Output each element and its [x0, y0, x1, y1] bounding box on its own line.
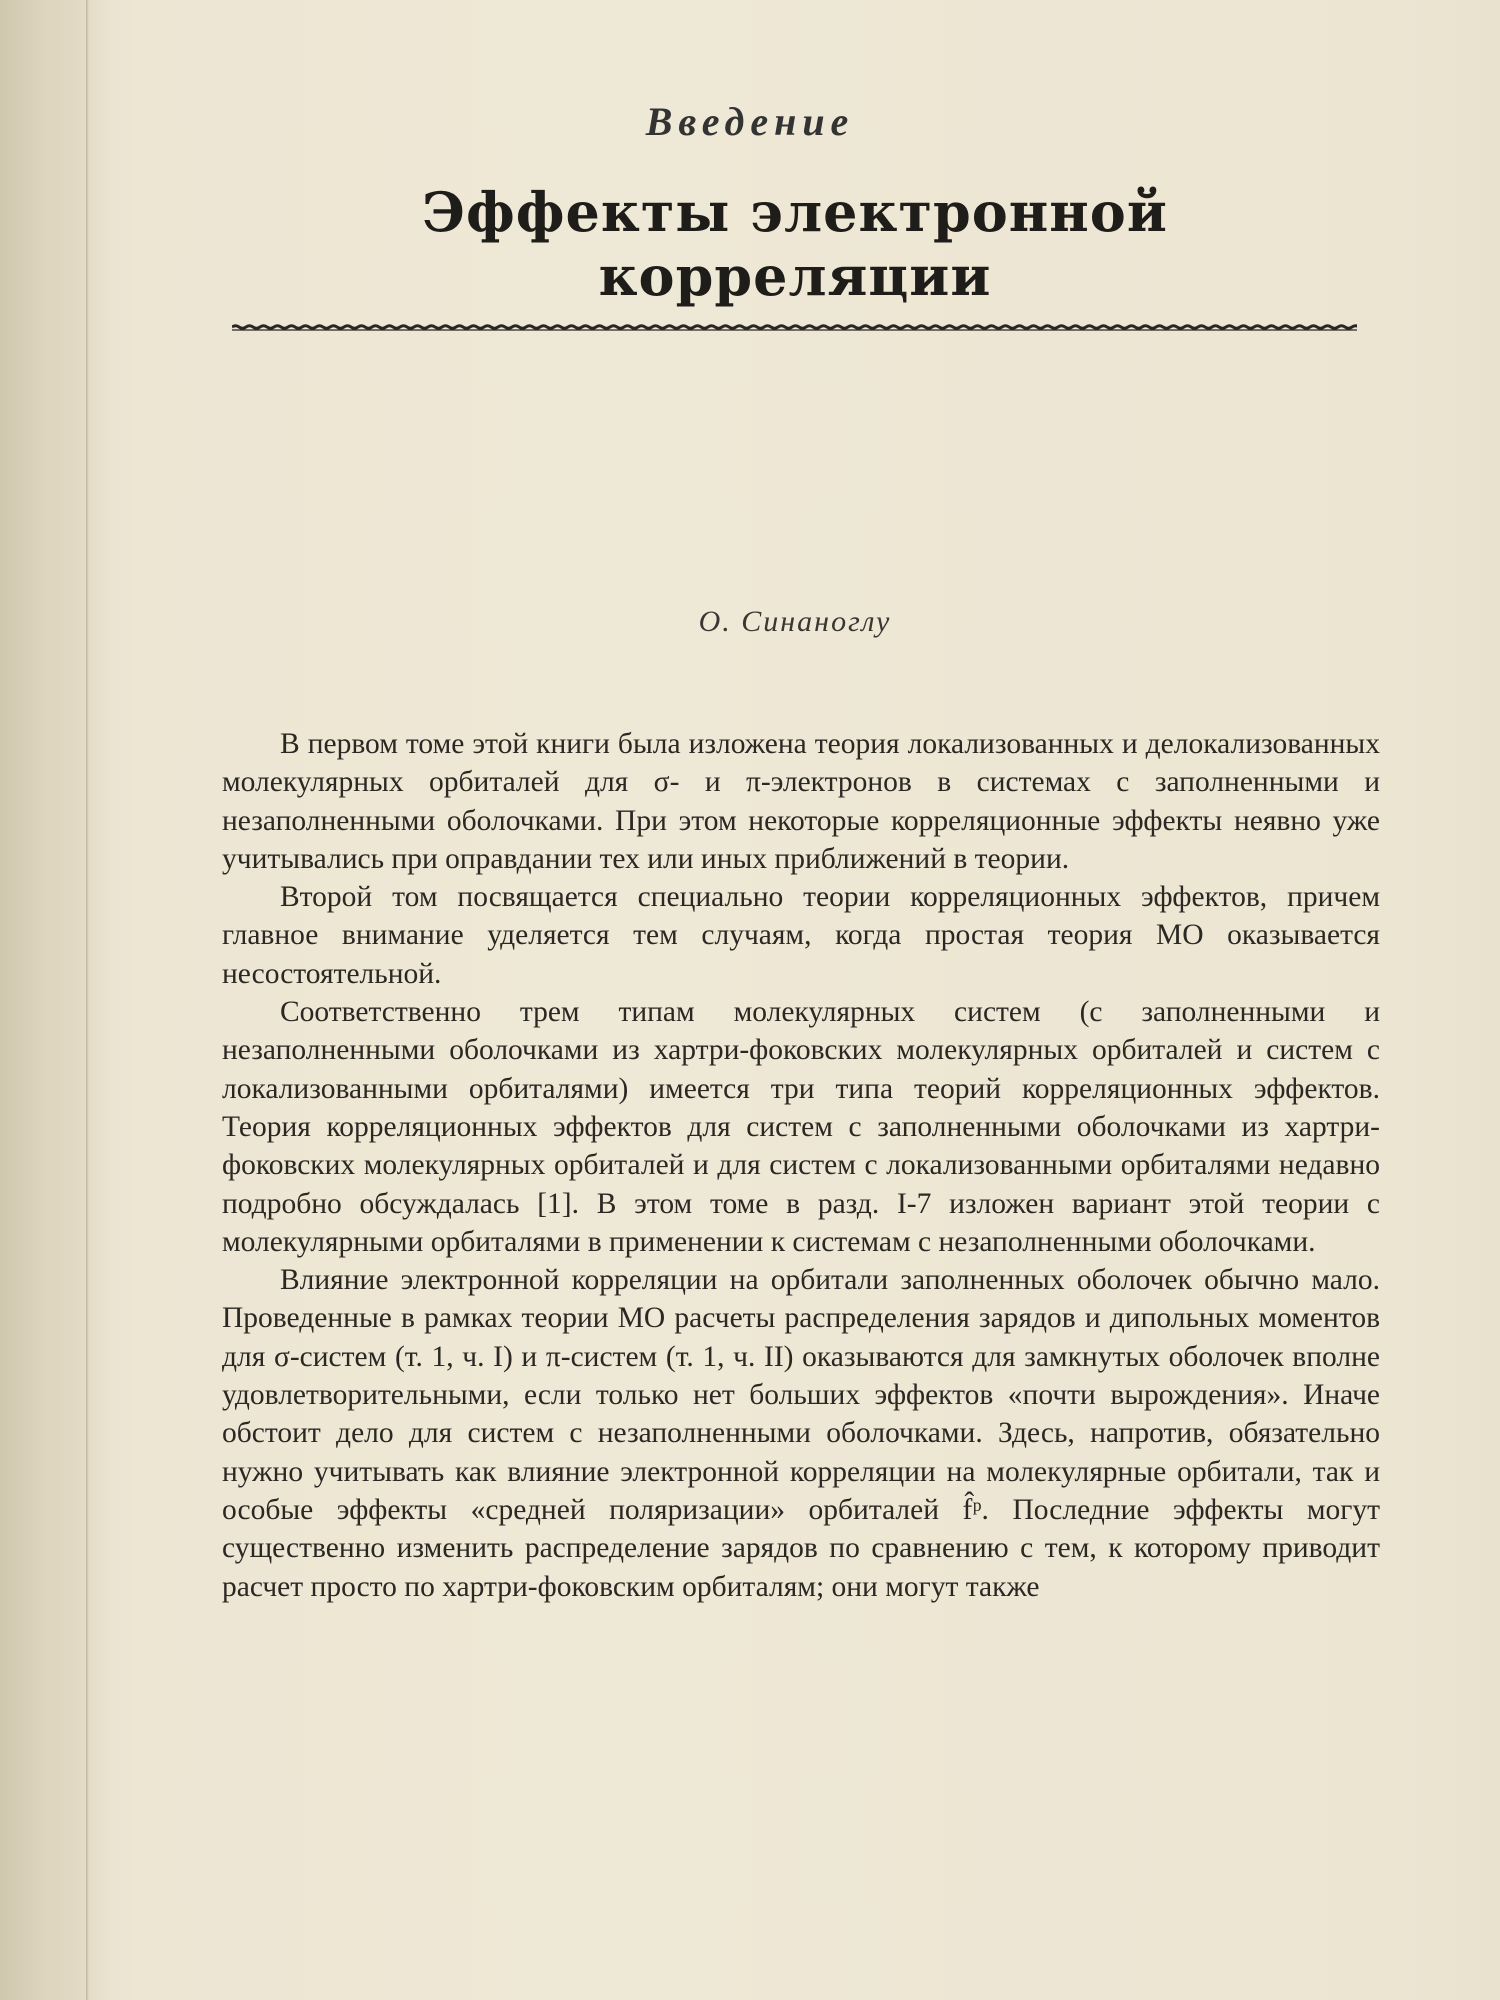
paragraph: Второй том посвящается специально теории корреляционных эффектов, причем главное внимание уделяется тем случаям, когда простая теория МО оказывается несостоятельной.: [222, 881, 1380, 990]
paragraph: Соответственно трем типам молекулярных систем (с заполненными и незаполненными оболочками из хартри-фоковских молекулярных орбиталей и систем с локализованными орбиталями) имеется три типа теорий корреляционных эффектов. Теория корреляционных эффектов для систем с заполненными оболочками из хартри-фоковских молекулярных орбиталей и для систем с локализованными орбиталями недавно подробно обсуждалась [1]. В этом томе в разд. I-7 изложен вариант этой теории с молекулярными орбиталями в применении к системам с незаполненными оболочками.: [222, 996, 1380, 1258]
chapter-title-line: Эффекты электронной: [422, 180, 1168, 244]
paragraph: В первом томе этой книги была изложена теория локализованных и делокализованных молекулярных орбиталей для σ- и π-электронов в системах с заполненными и незаполненными оболочками. При этом некоторые корреляционные эффекты неявно уже учитывались при оправдании тех или иных приближений в теории.: [222, 728, 1380, 875]
chapter-title: [0, 180, 1500, 308]
paragraph: Влияние электронной корреляции на орбитали заполненных оболочек обычно мало. Проведенные в рамках теории МО расчеты распределения зарядов и дипольных моментов для σ-систем (т. 1, ч. I) и π-систем (т. 1, ч. II) оказываются для замкнутых оболочек вполне удовлетворительными, если только нет больших эффектов «почти вырождения». Иначе обстоит дело для систем с незаполненными оболочками. Здесь, напротив, обязательно нужно учитывать как влияние электронной корреляции на молекулярные орбитали, так и особые эффекты «средней поляризации» орбиталей f̂ᵖ. Последние эффекты могут существенно изменить распределение зарядов по сравнению с тем, к которому приводит расчет просто по хартри-фоковским орбиталям; они могут также: [222, 1264, 1380, 1603]
decorative-wavy-rule: [232, 318, 1357, 336]
section-label: Введение: [645, 99, 855, 144]
author-name: О. Синаноглу: [698, 605, 892, 638]
body-text: [222, 725, 1380, 1606]
chapter-title-line: корреляции: [598, 244, 992, 308]
